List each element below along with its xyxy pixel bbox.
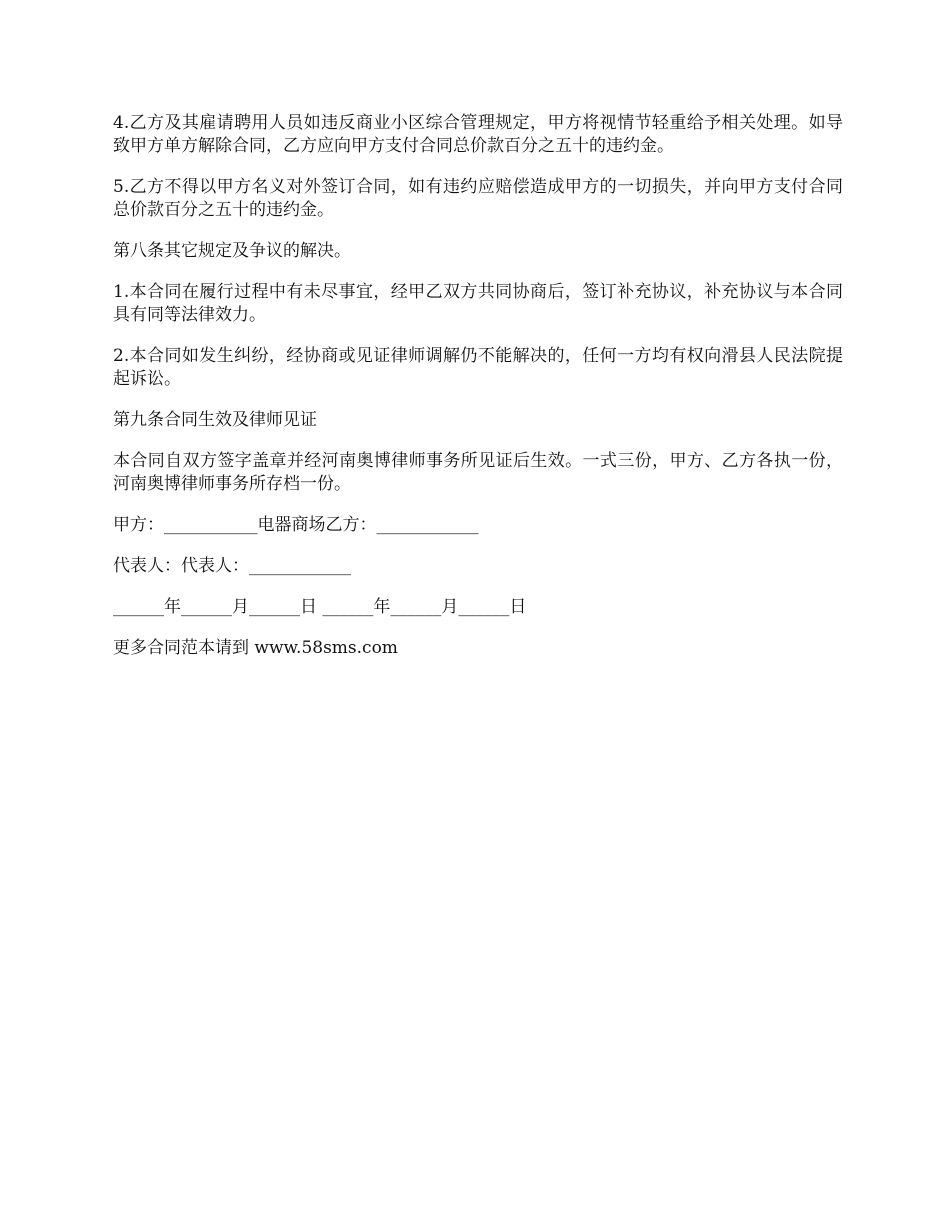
clause-4-paragraph: 4.乙方及其雇请聘用人员如违反商业小区综合管理规定，甲方将视情节轻重给予相关处理。如导致甲方单方解除合同，乙方应向甲方支付合同总价款百分之五十的违约金。 (113, 113, 843, 156)
party-signature-line: 甲方：___________电器商场乙方：____________ (113, 515, 479, 535)
article-8-clause-1-paragraph: 1.本合同在履行过程中有未尽事宜，经甲乙双方共同协商后，签订补充协议，补充协议与本合同具有同等法律效力。 (113, 282, 843, 325)
document-body (113, 112, 843, 678)
effectiveness-paragraph: 本合同自双方签字盖章并经河南奥博律师事务所见证后生效。一式三份，甲方、乙方各执一份，河南奥博律师事务所存档一份。 (113, 451, 843, 494)
footer-link-text: 更多合同范本请到 www.58sms.com (113, 638, 398, 658)
article-8-clause-2-paragraph: 2.本合同如发生纠纷，经协商或见证律师调解仍不能解决的，任何一方均有权向滑县人民法院提起诉讼。 (113, 346, 843, 389)
article-9-heading: 第九条合同生效及律师见证 (113, 410, 317, 430)
clause-5-paragraph: 5.乙方不得以甲方名义对外签订合同，如有违约应赔偿造成甲方的一切损失，并向甲方支付合同总价款百分之五十的违约金。 (113, 177, 843, 220)
date-line: ______年______月______日 ______年______月______日 (113, 597, 527, 617)
representative-signature-line: 代表人：代表人：____________ (113, 556, 351, 576)
article-8-heading: 第八条其它规定及争议的解决。 (113, 241, 351, 261)
